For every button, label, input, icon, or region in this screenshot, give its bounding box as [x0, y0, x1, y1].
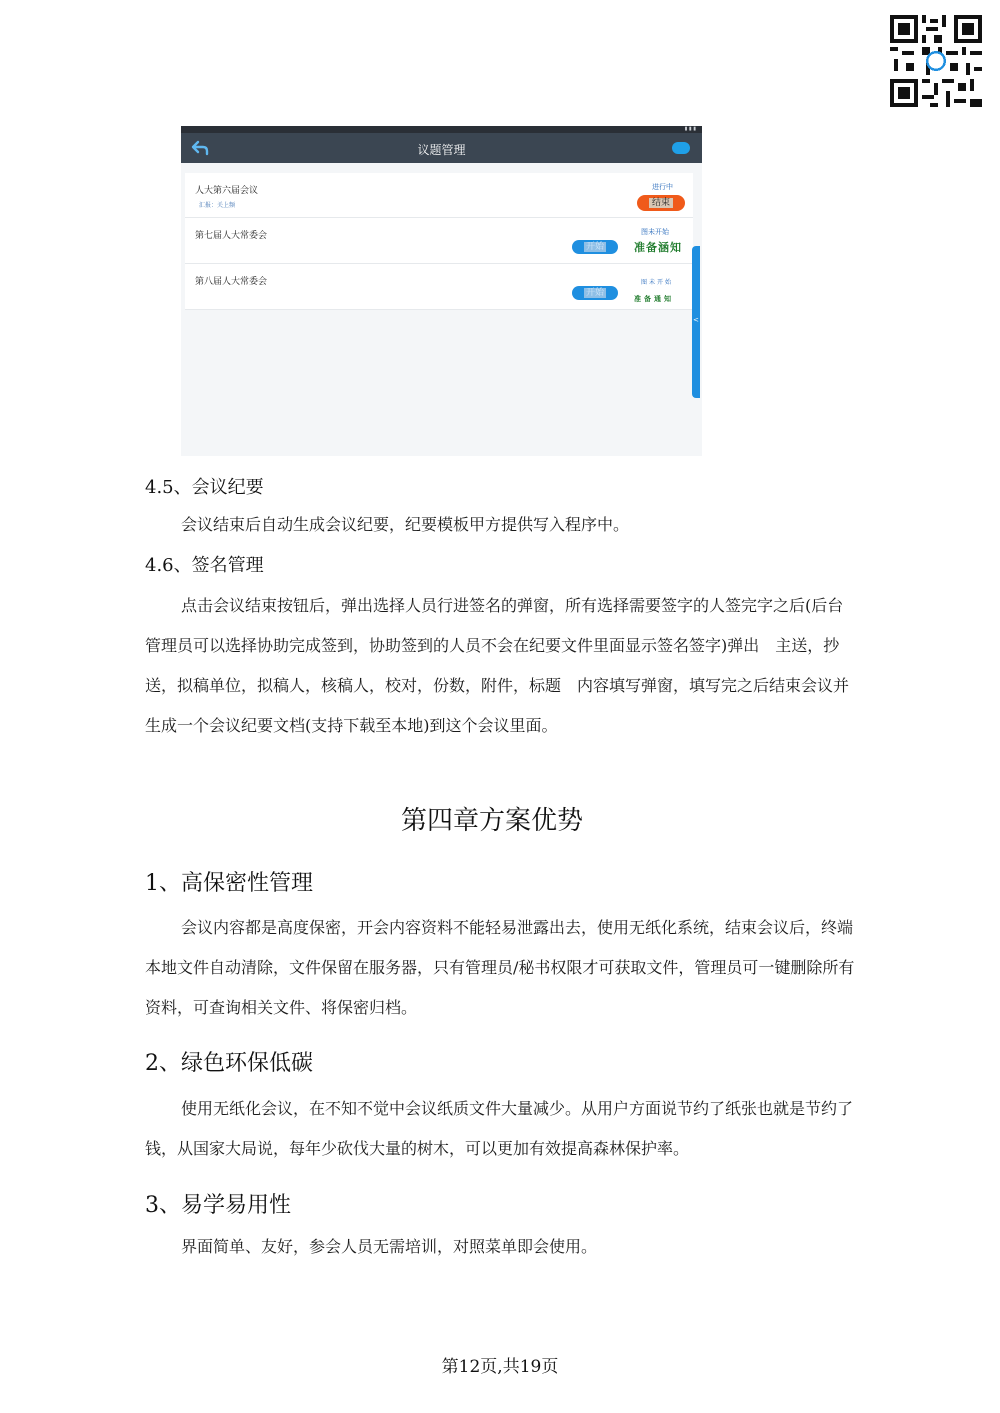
section-heading: 4.5、会议纪要 — [145, 477, 264, 498]
start-button[interactable] — [572, 286, 618, 300]
advantage-heading: 1、高保密性管理 — [145, 871, 313, 896]
meeting-status: 图未开始 — [641, 279, 674, 286]
chevron-left-icon: < — [693, 316, 699, 324]
start-button-label: 开始 — [585, 242, 604, 252]
meeting-name: 人大第六届会议 — [195, 186, 259, 196]
app-title: 议题管理 — [417, 143, 466, 157]
end-button[interactable] — [637, 195, 685, 211]
side-drawer-handle[interactable] — [692, 246, 700, 398]
notice-label: 准备通知 — [634, 295, 674, 303]
meeting-status: 图未开始 — [641, 228, 669, 236]
start-button[interactable] — [572, 240, 618, 254]
section-body: 点击会议结束按钮后，弹出选择人员行进签名的弹窗，所有选择需要签字的人签完字之后(后台管理员可以选择协助完成签到，协助签到的人员不会在纪要文件里面显示签名签字)弹出 主送，抄送，拟稿单位，拟稿人，核稿人，校对，份数，附件，标题 内容填写弹窗，填写完之后结束会议并生成一个会议纪要文档(支持下载至本地)到这个会议里面。 — [145, 596, 850, 735]
end-button-label: 结束 — [649, 198, 673, 208]
advantage-heading: 2、绿色环保低碳 — [145, 1051, 313, 1076]
section-body: 会议结束后自动生成会议纪要，纪要模板甲方提供写入程序中。 — [181, 515, 630, 534]
app-bar — [181, 133, 702, 163]
start-button-label: 开始 — [585, 288, 604, 298]
app-screenshot — [181, 126, 702, 456]
meeting-row[interactable] — [185, 173, 693, 218]
qr-code — [890, 15, 982, 107]
advantage-body: 使用无纸化会议，在不知不觉中会议纸质文件大量减少。从用户方面说节约了纸张也就是节约了钱，从国家大局说，每年少砍伐大量的树木，可以更加有效提高森林保护率。 — [145, 1099, 854, 1158]
meeting-row[interactable] — [185, 218, 693, 264]
meeting-reporter: 汇报：关上频 — [199, 202, 236, 209]
advantage-body: 界面简单、友好，参会人员无需培训，对照菜单即会使用。 — [181, 1237, 598, 1256]
notice-label: 准备涵知 — [634, 241, 682, 254]
advantage-heading: 3、易学易用性 — [145, 1193, 291, 1218]
meeting-name: 第八届人大常委会 — [195, 277, 268, 287]
meeting-name: 第七届人大常委会 — [195, 231, 268, 241]
section-heading: 4.6、签名管理 — [145, 555, 264, 576]
advantage-body: 会议内容都是高度保密，开会内容资料不能轻易泄露出去，使用无纸化系统，结束会议后，终端本地文件自动清除，文件保留在服务器，只有管理员/秘书权限才可获取文件，管理员可一键删除所有资料，可查询相关文件、将保密归档。 — [145, 918, 855, 1017]
meeting-status: 进行中 — [652, 183, 673, 191]
status-bar: ▮ ▮ ▮ — [181, 126, 702, 133]
meeting-row[interactable] — [185, 264, 693, 310]
page-number: 第12页,共19页 — [441, 1357, 559, 1377]
chapter-title: 第四章方案优势 — [400, 806, 583, 836]
menu-icon[interactable] — [672, 142, 690, 154]
